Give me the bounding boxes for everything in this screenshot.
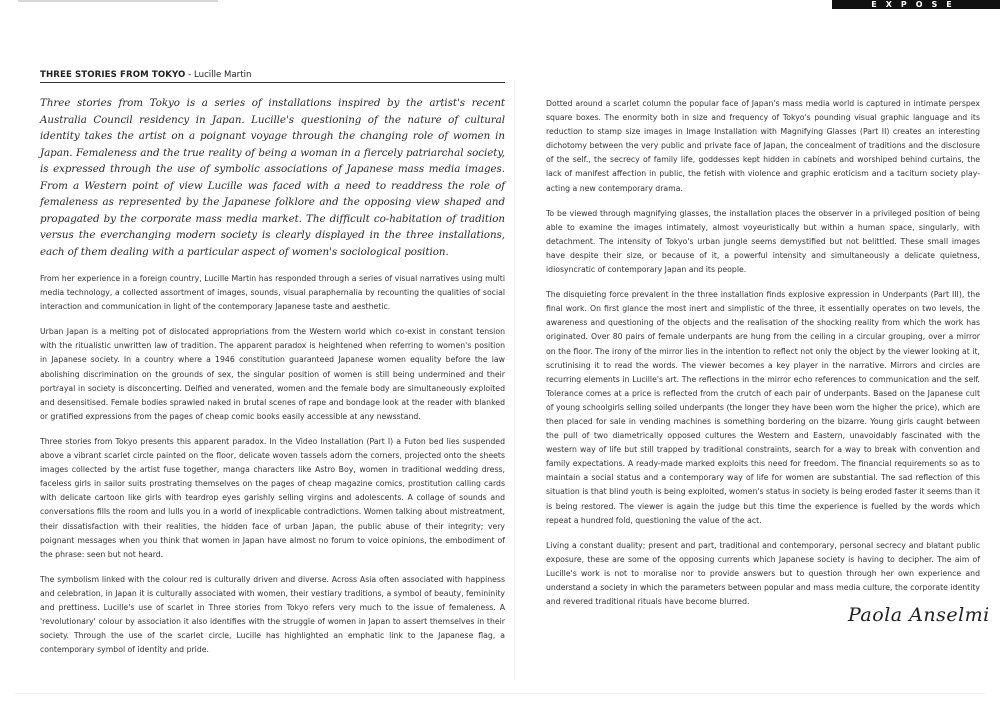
author-signature: Paola Anselmi	[848, 604, 990, 626]
paragraph: Dotted around a scarlet column the popular face of Japan's mass media world is captured in intimate perspex square boxes. The enormity both in size and frequency of Tokyo's pounding visual graphic language and its reduction to stamp size images in Image Installation with Magnifying Glasses (Part II) creates an interesting dichotomy between the very public and private face of Japan, the concealment of traditions and the disclosure of the self., the secrecy of family life, goddesses kept hidden in cabinets and worshiped behind curtains, the lack of manifest affection in public, the fetish with violence and graphic eroticism and a taciturn society play-acting a new contemporary drama.	[546, 99, 980, 193]
left-column	[40, 70, 505, 668]
top-edge-line	[18, 0, 218, 2]
title-separator: -	[185, 70, 194, 80]
paragraph: To be viewed through magnifying glasses, the installation places the observer in a privileged position of being able to examine the images intimately, almost voyeuristically but within a human space, singularly, with detachment. The intensity of Tokyo's urban jungle seems demystified but not belittled. These small images have despite their size, or because of it, a powerful intensity and simultaneously a delicate quietness, idiosyncratic of contemporary Japan and its people.	[546, 208, 980, 275]
article-author: Lucille Martin	[194, 70, 252, 80]
article-heading	[40, 70, 505, 83]
paragraph: The symbolism linked with the colour red is culturally driven and diverse. Across Asia often associated with happiness and celebration, in Japan it is culturally associated with women, their vestiary traditions, a symbol of beauty, femininity and prettiness. Lucille's use of scarlet in Three stories from Tokyo refers very much to the issue of femaleness. A 'revolutionary' colour by association it also identifies with the struggle of women in Japan to assert themselves in their society. Through the use of the scarlet circle, Lucille has highlighted an emphatic link to the Japanese flag, a contemporary symbol of identity and pride.	[40, 574, 505, 655]
intro-paragraph: Three stories from Tokyo is a series of installations inspired by the artist's recent Australia Council residency in Japan. Lucille's questioning of the nature of cultural identity takes the artist on a poignant voyage through the changing role of women in Japan. Femaleness and the true reality of being a woman in a fiercely patriarchal society, is expressed through the use of symbolic associations of Japanese mass media images. From a Western point of view Lucille was faced with a need to readdress the role of femaleness as represented by the Japanese folklore and the opposing view shaped and propagated by the corporate mass media market. The difficult co-habitation of tradition versus the everchanging modern society is clearly displayed in the three installations, each of them dealing with a particular aspect of women's sociological position.	[40, 97, 505, 258]
article-title: THREE STORIES FROM TOKYO	[40, 70, 186, 80]
left-body	[40, 272, 505, 657]
paragraph: The disquieting force prevalent in the three installation finds explosive expression in Underpants (Part III), the final work. On first glance the most inert and simplistic of the three, it essentially operates on two levels, the awareness and questioning of the objects and the realisation of the shocking reality from which the work has originated. Over 80 pairs of female underpants are hung from the ceiling in a circular grouping, over a mirror on the floor. The irony of the mirror lies in the intention to reflect not only the object by the viewer looking at it, scrutinising it to read the words. The viewer becomes a key player in the narrative. Mirrors and circles are recurring elements in Lucille's art. The reflections in the mirror echo references to communication and the self. Tolerance comes at a price is reflected from the crutch of each pair of underpants. Based on the Japanese cult of young schoolgirls selling soiled underpants (the longer they have been worn the higher the price), which are then placed for sale in vending machines is something bordering on the bizarre. Young girls caught between the pull of two diametrically opposed cultures the Western and Eastern, unavoidably fascinated with the western way of life but still trapped by traditional constraints, search for a way to break with convention and family expectations. A ready-made marked exploits this need for freedom. The financial requirements so as to maintain a social status and a contemporary way of life for women are substantial. The sad reflection of this situation is that blind youth is being exploited, women's status in society is being eroded faster it seems than it is being restored. The viewer is again the judge but this time the experience is fuelled by the words which repeat a hundred fold, questioning the value of the act.	[546, 290, 980, 525]
section-tab: EXPOSE	[832, 0, 1000, 9]
page-gutter	[514, 80, 515, 680]
paragraph: Three stories from Tokyo presents this apparent paradox. In the Video Installation (Part I) a Futon bed lies suspended above a vibrant scarlet circle painted on the floor, delicate woven tassels adorn the corners, projected onto the sheets images collected by the artist fuse together, manga characters like Astro Boy, women in traditional wedding dress, faceless girls in sailor suits prostrating themselves on the pages of cheap magazine comics, prostitution calling cards with delicate cartoon like girls with teardrop eyes garishly selling virgins and adolescents. A collage of sounds and conversations fills the room and lulls you in a world of inexplicable contradictions. Women talking about mistreatment, their dissatisfaction with their realities, the hidden face of urban Japan, the public abuse of their integrity; very poignant messages when you think that women in Japan have almost no forum to voice opinions, the embodiment of the phrase: seen but not heard.	[40, 436, 505, 559]
paragraph: Living a constant duality; present and part, traditional and contemporary, personal secrecy and blatant public exposure, these are some of the opposing currents which Japanese society is having to decipher. The aim of Lucille's work is not to moralise nor to provide answers but to question through her own experience and understand a society in which the parameters between popular and mass media culture, the corporate identity and revered traditional rituals have become blurred.	[546, 540, 980, 607]
bottom-edge	[15, 693, 985, 694]
paragraph: From her experience in a foreign country, Lucille Martin has responded through a series of visual narratives using multi media technology, a collected assortment of images, sounds, visual paraphernalia by recounting the qualities of social interaction and communication in light of the contemporary Japanese taste and aesthetic.	[40, 274, 505, 312]
paragraph: Urban Japan is a melting pot of dislocated appropriations from the Western world which co-exist in constant tension with the ritualistic unwritten law of tradition. The apparent paradox is heightened when referring to women's position in Japanese society. In a country where a 1946 constitution guaranteed Japanese women equality before the law abolishing discrimination on the grounds of sex, the singular position of women is still being undermined and their portrayal in society is disconcerting. Deified and venerated, women and the female body are simultaneously exploited and desensitised. Female bodies sprawled naked in brutal scenes of rape and bondage look at the reader with blanked or gratified expressions from the pages of cheap comic books easily accessible at any newsstand.	[40, 327, 505, 421]
right-column	[546, 97, 980, 620]
